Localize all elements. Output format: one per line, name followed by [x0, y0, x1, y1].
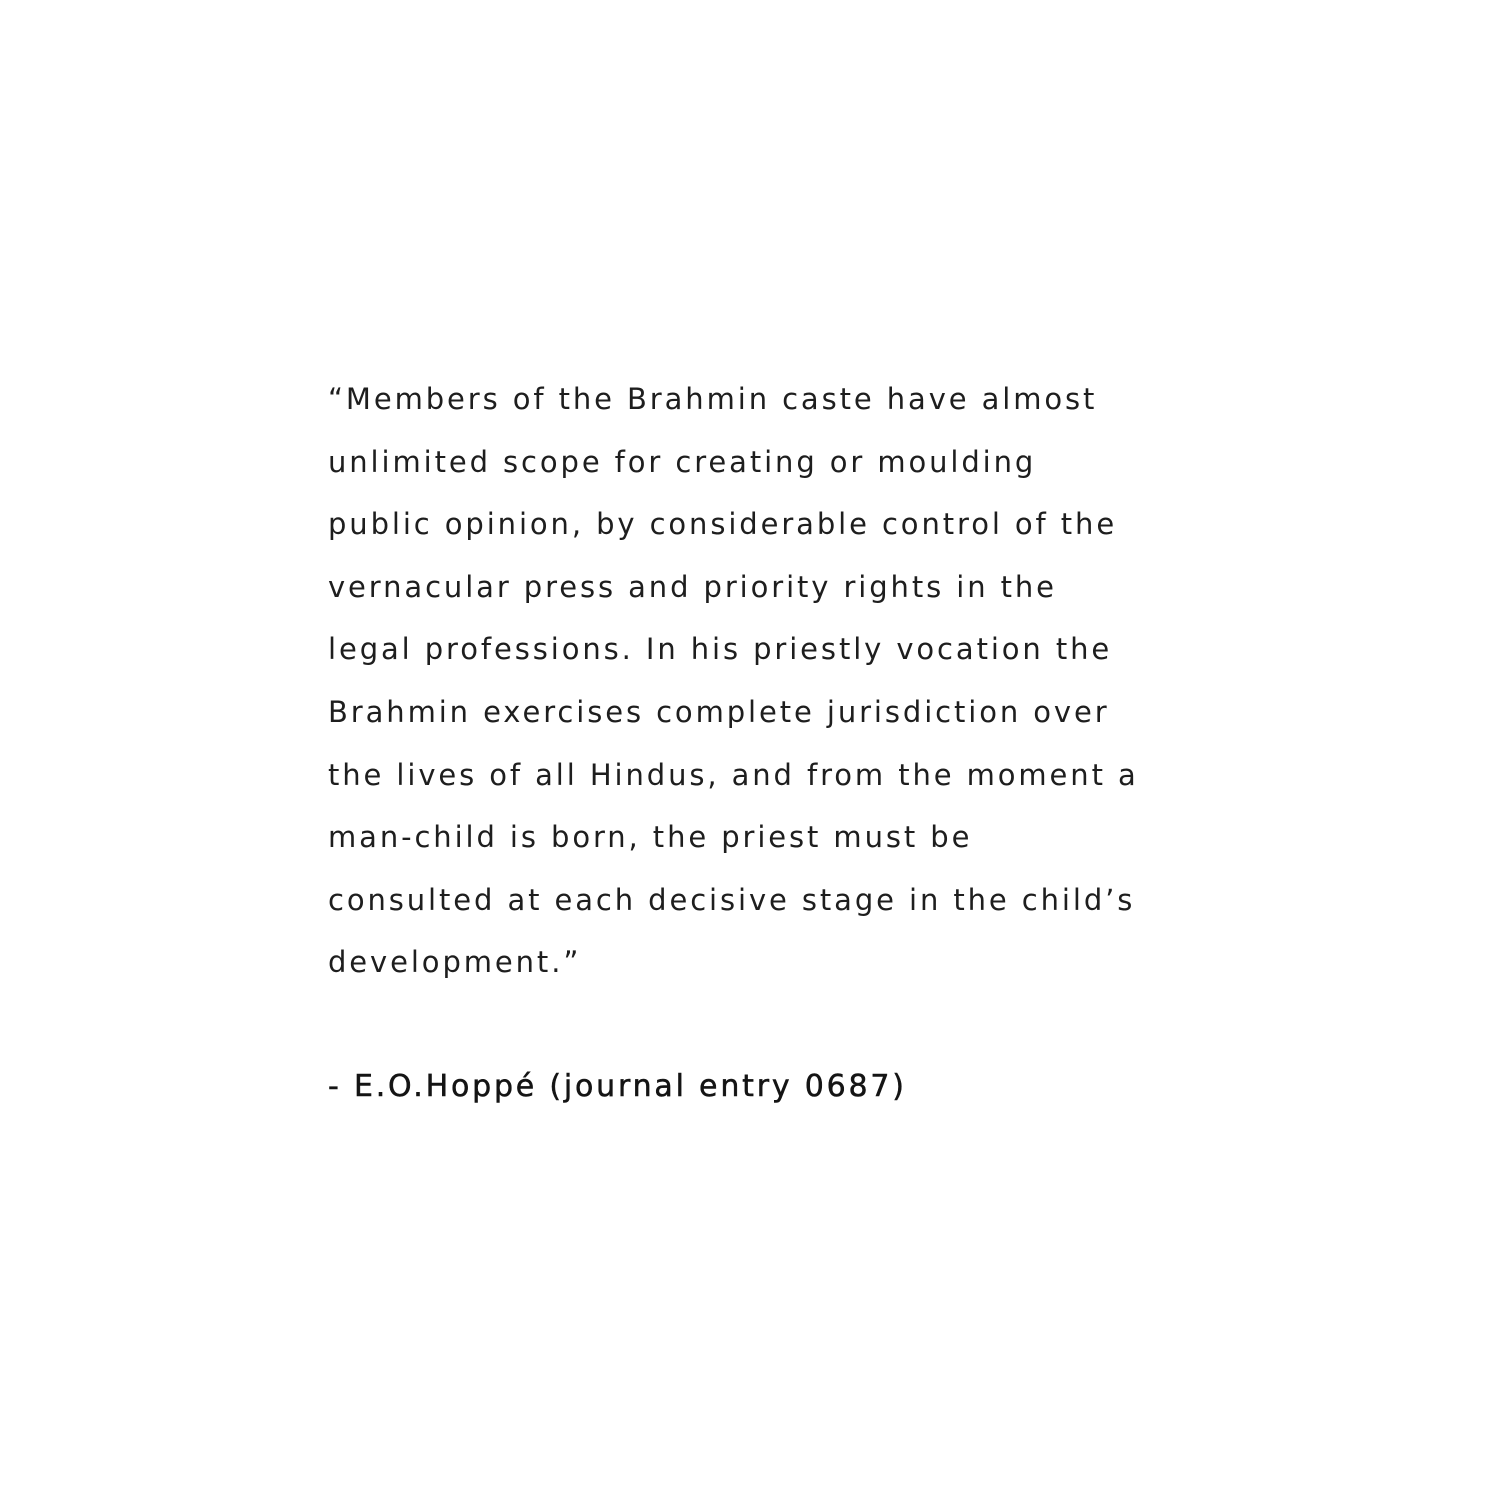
quote-line: man-child is born, the priest must be [328, 820, 973, 855]
quote-line: Brahmin exercises complete jurisdiction over [328, 694, 1110, 729]
quote-line: vernacular press and priority rights in the [328, 569, 1057, 604]
quote-line: legal professions. In his priestly vocation the [328, 632, 1113, 667]
quote-line: “Members of the Brahmin caste have almost [328, 382, 1098, 416]
quote-line: unlimited scope for creating or moulding [328, 444, 1037, 479]
quote-line: consulted at each decisive stage in the child’s [328, 882, 1136, 917]
quote-line: the lives of all Hindus, and from the moment a [328, 757, 1139, 792]
quote-line: development.” [328, 945, 582, 980]
quote-attribution: - E.O.Hoppé (journal entry 0687) [328, 1069, 907, 1104]
quote-block [328, 368, 1208, 994]
quote-line: public opinion, by considerable control of the [328, 507, 1118, 542]
